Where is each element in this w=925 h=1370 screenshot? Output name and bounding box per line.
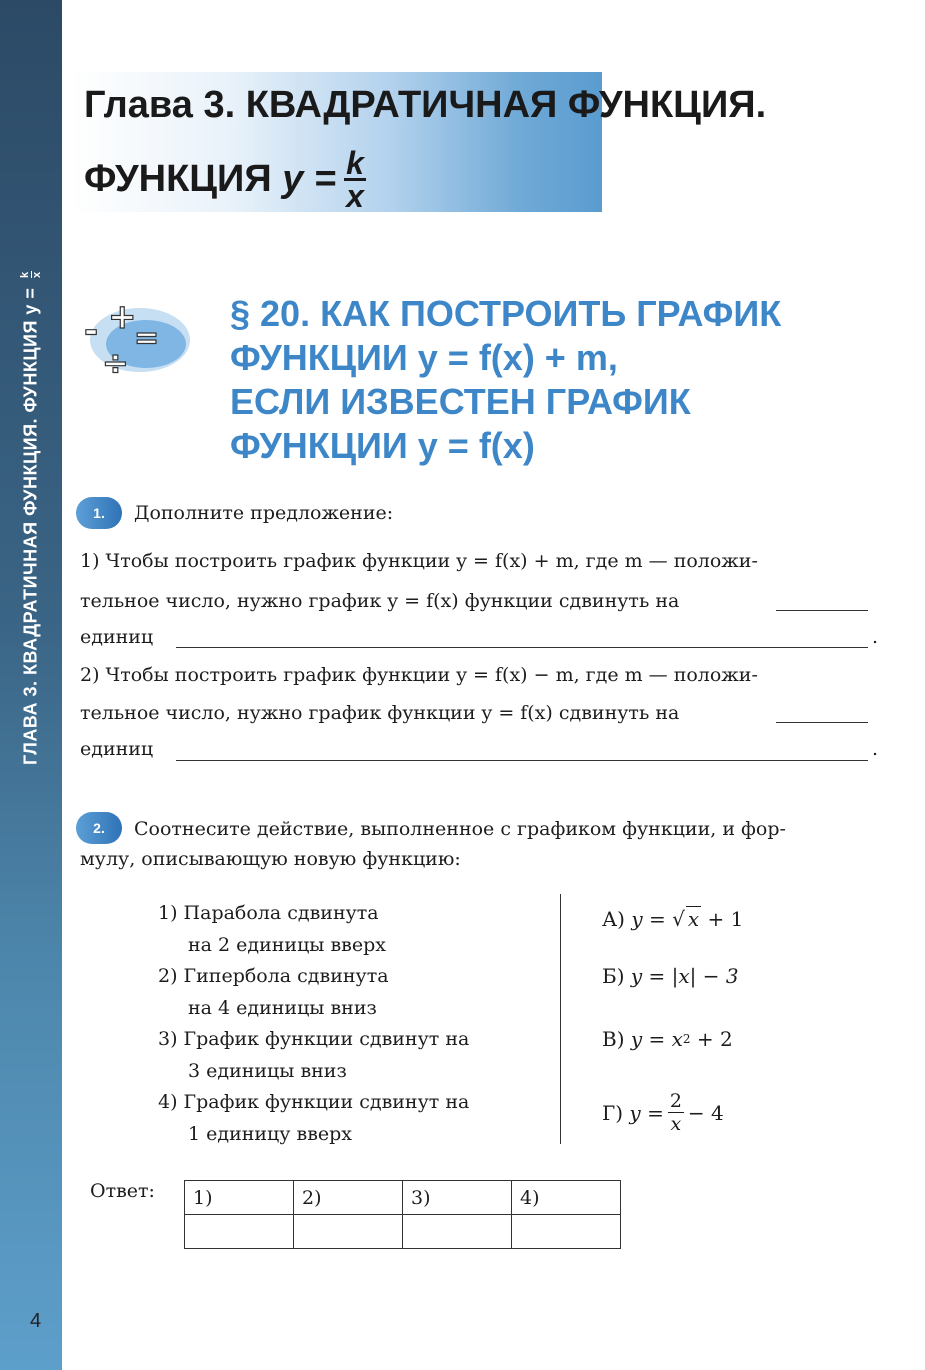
left-item-1-line2: на 2 единицы вверх	[188, 934, 386, 956]
task2-badge: 2.	[76, 812, 122, 844]
task1-badge: 1.	[76, 497, 122, 529]
left-item-4-line1: 4) График функции сдвинут на	[158, 1091, 470, 1113]
task1-p2-line3: единиц	[80, 738, 154, 760]
answer-cell-3[interactable]	[403, 1215, 512, 1249]
period: .	[872, 738, 879, 760]
chapter-title-line2: ФУНКЦИЯ y = $\frac{k}{x}$	[84, 145, 364, 214]
task1-prompt: Дополните предложение:	[134, 502, 394, 524]
answer-cell-4[interactable]	[512, 1215, 621, 1249]
answer-cell-1[interactable]	[185, 1215, 294, 1249]
svg-text:÷: ÷	[102, 344, 129, 382]
answer-label: Ответ:	[90, 1180, 155, 1202]
task2-prompt-line1: Соотнесите действие, выполненное с графиком функции, и фор-	[134, 818, 786, 840]
column-divider	[560, 894, 561, 1144]
formula-g: Г) y = $\frac{2}{x}$ − 4	[602, 1090, 724, 1135]
task1-p1-line1: 1) Чтобы построить график функции y = f(x) + m, где m — положи-	[80, 550, 758, 572]
answer-header-1: 1)	[185, 1181, 294, 1215]
formula-g-fraction: $\frac{2}{x}$	[669, 1090, 682, 1135]
left-item-4-line2: 1 единицу вверх	[188, 1123, 353, 1145]
side-chapter-label: ГЛАВА 3. КВАДРАТИЧНАЯ ФУНКЦИЯ. ФУНКЦИЯ y = k x	[19, 271, 43, 765]
section-title-line: § 20. КАК ПОСТРОИТЬ ГРАФИК	[230, 293, 782, 334]
svg-text:+: +	[108, 297, 137, 337]
side-band	[0, 0, 62, 1370]
left-item-3-line1: 3) График функции сдвинут на	[158, 1028, 470, 1050]
section-title-line: ФУНКЦИИ y = f(x)	[230, 425, 535, 466]
task1-p2-blank-direction[interactable]	[176, 760, 868, 761]
section-title	[230, 292, 781, 468]
formula-b: Б) y = |x| − 3	[602, 964, 739, 988]
chapter-title-line1: Глава 3. КВАДРАТИЧНАЯ ФУНКЦИЯ.	[84, 84, 767, 126]
chapter-fraction: $\frac{k}{x}$	[346, 145, 364, 214]
answer-cell-2[interactable]	[294, 1215, 403, 1249]
page-number: 4	[30, 1310, 42, 1332]
side-fraction: k x	[19, 271, 43, 279]
task1-p1-line3: единиц	[80, 626, 154, 648]
task1-p2-line2: тельное число, нужно график функции y = f(x) сдвинуть на	[80, 702, 680, 724]
formula-v: В) y = x 2 + 2	[602, 1027, 733, 1051]
left-item-1-line1: 1) Парабола сдвинута	[158, 902, 379, 924]
task1-p1-line2: тельное число, нужно график y = f(x) функции сдвинуть на	[80, 590, 680, 612]
math-symbols-icon	[76, 292, 190, 386]
task1-p1-blank-direction[interactable]	[176, 647, 868, 648]
task1-p1-blank-amount[interactable]	[776, 610, 868, 611]
svg-text:=: =	[134, 321, 160, 356]
period: .	[872, 626, 879, 648]
task1-p2-line1: 2) Чтобы построить график функции y = f(x) − m, где m — положи-	[80, 664, 758, 686]
left-item-3-line2: 3 единицы вниз	[188, 1060, 347, 1082]
task1-p2-blank-amount[interactable]	[776, 722, 868, 723]
section-title-line: ЕСЛИ ИЗВЕСТЕН ГРАФИК	[230, 381, 691, 422]
answer-table	[184, 1180, 621, 1249]
formula-a: А) y = √ x + 1	[602, 906, 744, 931]
svg-text:-: -	[84, 311, 99, 351]
answer-header-4: 4)	[512, 1181, 621, 1215]
section-title-line: ФУНКЦИИ y = f(x) + m,	[230, 337, 618, 378]
answer-header-2: 2)	[294, 1181, 403, 1215]
left-item-2-line1: 2) Гипербола сдвинута	[158, 965, 389, 987]
answer-header-3: 3)	[403, 1181, 512, 1215]
left-item-2-line2: на 4 единицы вниз	[188, 997, 377, 1019]
task2-prompt-line2: мулу, описывающую новую функцию:	[80, 848, 461, 870]
